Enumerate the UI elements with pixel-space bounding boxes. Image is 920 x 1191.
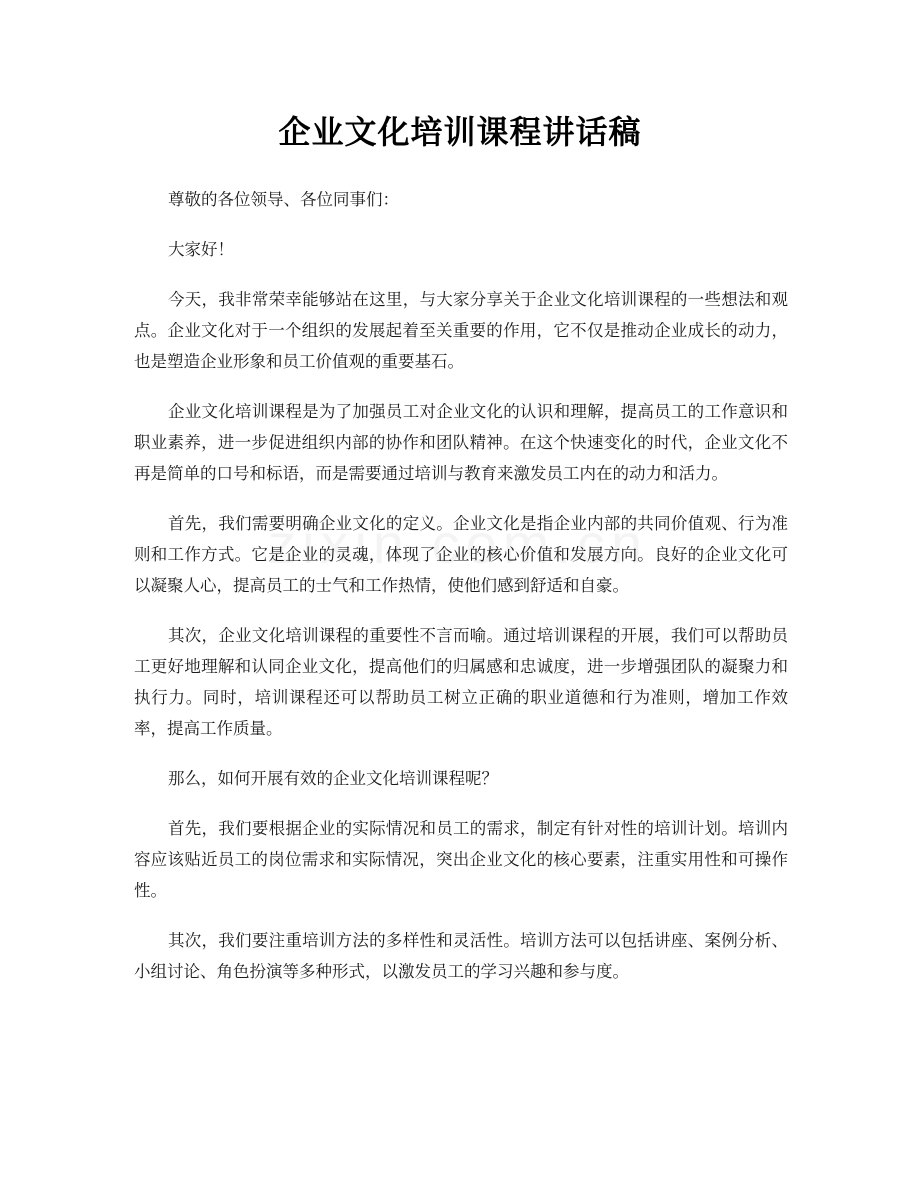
paragraph-methods: 其次，我们要注重培训方法的多样性和灵活性。培训方法可以包括讲座、案例分析、小组讨论、角色扮演等多种形式，以激发员工的学习兴趣和参与度。 [134,931,788,981]
document-title: 企业文化培训课程讲话稿 [278,113,642,151]
paragraph-question: 那么，如何开展有效的企业文化培训课程呢？ [168,769,498,788]
paragraph-greeting: 大家好！ [168,240,234,259]
paragraph-plan: 首先，我们要根据企业的实际情况和员工的需求，制定有针对性的培训计划。培训内容应该贴近员工的岗位需求和实际情况，突出企业文化的核心要素，注重实用性和可操作性。 [134,819,788,900]
paragraph-importance: 其次，企业文化培训课程的重要性不言而喻。通过培训课程的开展，我们可以帮助员工更好地理解和认同企业文化，提高他们的归属感和忠诚度，进一步增强团队的凝聚力和执行力。同时，培训课程还可以帮助员工树立正确的职业道德和行为准则，增加工作效率，提高工作质量。 [134,626,788,738]
paragraph-intro: 今天，我非常荣幸能够站在这里，与大家分享关于企业文化培训课程的一些想法和观点。企业文化对于一个组织的发展起着至关重要的作用，它不仅是推动企业成长的动力，也是塑造企业形象和员工价值观的重要基石。 [134,290,788,371]
paragraph-purpose: 企业文化培训课程是为了加强员工对企业文化的认识和理解，提高员工的工作意识和职业素养，进一步促进组织内部的协作和团队精神。在这个快速变化的时代，企业文化不再是简单的口号和标语，而是需要通过培训与教育来激发员工内在的动力和活力。 [134,402,788,483]
paragraph-definition: 首先，我们需要明确企业文化的定义。企业文化是指企业内部的共同价值观、行为准则和工作方式。它是企业的灵魂，体现了企业的核心价值和发展方向。良好的企业文化可以凝聚人心，提高员工的士气和工作热情，使他们感到舒适和自豪。 [134,514,788,595]
paragraph-salutation: 尊敬的各位领导、各位同事们： [168,190,399,209]
document-body [134,184,788,1006]
